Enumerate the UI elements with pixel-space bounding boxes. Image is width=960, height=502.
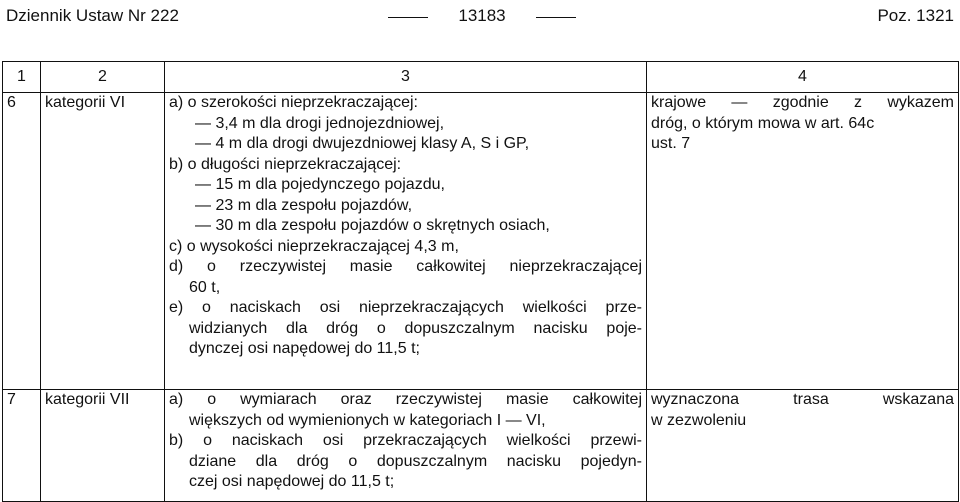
text-line: d) o rzeczywistej masie całkowitej nieprzekraczającej [169,258,642,275]
column-header: 1 [3,62,41,93]
text-line: 60 t, [189,278,221,296]
journal-title: Dziennik Ustaw Nr 222 [6,6,179,25]
row-number: 7 [3,390,41,502]
text-line: w zezwoleniu [651,411,747,429]
text-line: dróg, o którym mowa w art. 64c [651,114,875,132]
category-cell: kategorii VI [41,93,165,390]
table-row [3,93,959,390]
text-line: wyznaczona trasa wskazana [651,391,954,408]
text-line: ust. 7 [651,135,691,152]
text-line: większych od wymienionych w kategoriach I — VI, [189,411,546,429]
text-line: dynczej osi napędowej do 11,5 t; [189,340,420,357]
text-line: czej osi napędowej do 11,5 t; [189,473,395,490]
text-line: b) o naciskach osi przekraczających wielkości przewi- [169,432,642,449]
text-line: b) o długości nieprzekraczającej: [169,155,402,173]
table-row [3,390,959,502]
road-scope-cell [647,93,959,390]
requirements-cell [165,390,647,502]
requirements-cell [165,93,647,390]
text-line: — 23 m dla zespołu pojazdów, [195,196,413,214]
category-cell: kategorii VII [41,390,165,502]
text-line: — 3,4 m dla drogi jednojezdniowej, [195,114,445,132]
text-line: dziane dla dróg o dopuszczalnym nacisku pojedyn- [189,452,642,470]
text-line: — 30 m dla zespołu pojazdów o skrętnych osiach, [195,217,550,234]
text-line: widzianych dla dróg o dopuszczalnym nacisku poje- [189,319,642,337]
road-scope-cell [647,390,959,502]
position-number: Poz. 1321 [877,6,954,25]
text-line: a) o szerokości nieprzekraczającej: [169,94,418,111]
column-header: 3 [165,62,647,93]
text-line: krajowe — zgodnie z wykazem [651,94,954,111]
text-line: a) o wymiarach oraz rzeczywistej masie całkowitej [169,391,642,408]
text-line: c) o wysokości nieprzekraczającej 4,3 m, [169,237,459,255]
row-number: 6 [3,93,41,390]
page-number: 13183 [432,6,532,26]
text-line: e) o naciskach osi nieprzekraczających wielkości prze- [169,299,642,316]
text-line: — 15 m dla pojedynczego pojazdu, [195,176,445,193]
column-header: 4 [647,62,959,93]
column-header: 2 [41,62,165,93]
table-header-row [3,62,959,93]
page-header [0,0,960,34]
vehicle-categories-table [2,61,959,502]
text-line: — 4 m dla drogi dwujezdniowej klasy A, S i GP, [195,135,530,152]
